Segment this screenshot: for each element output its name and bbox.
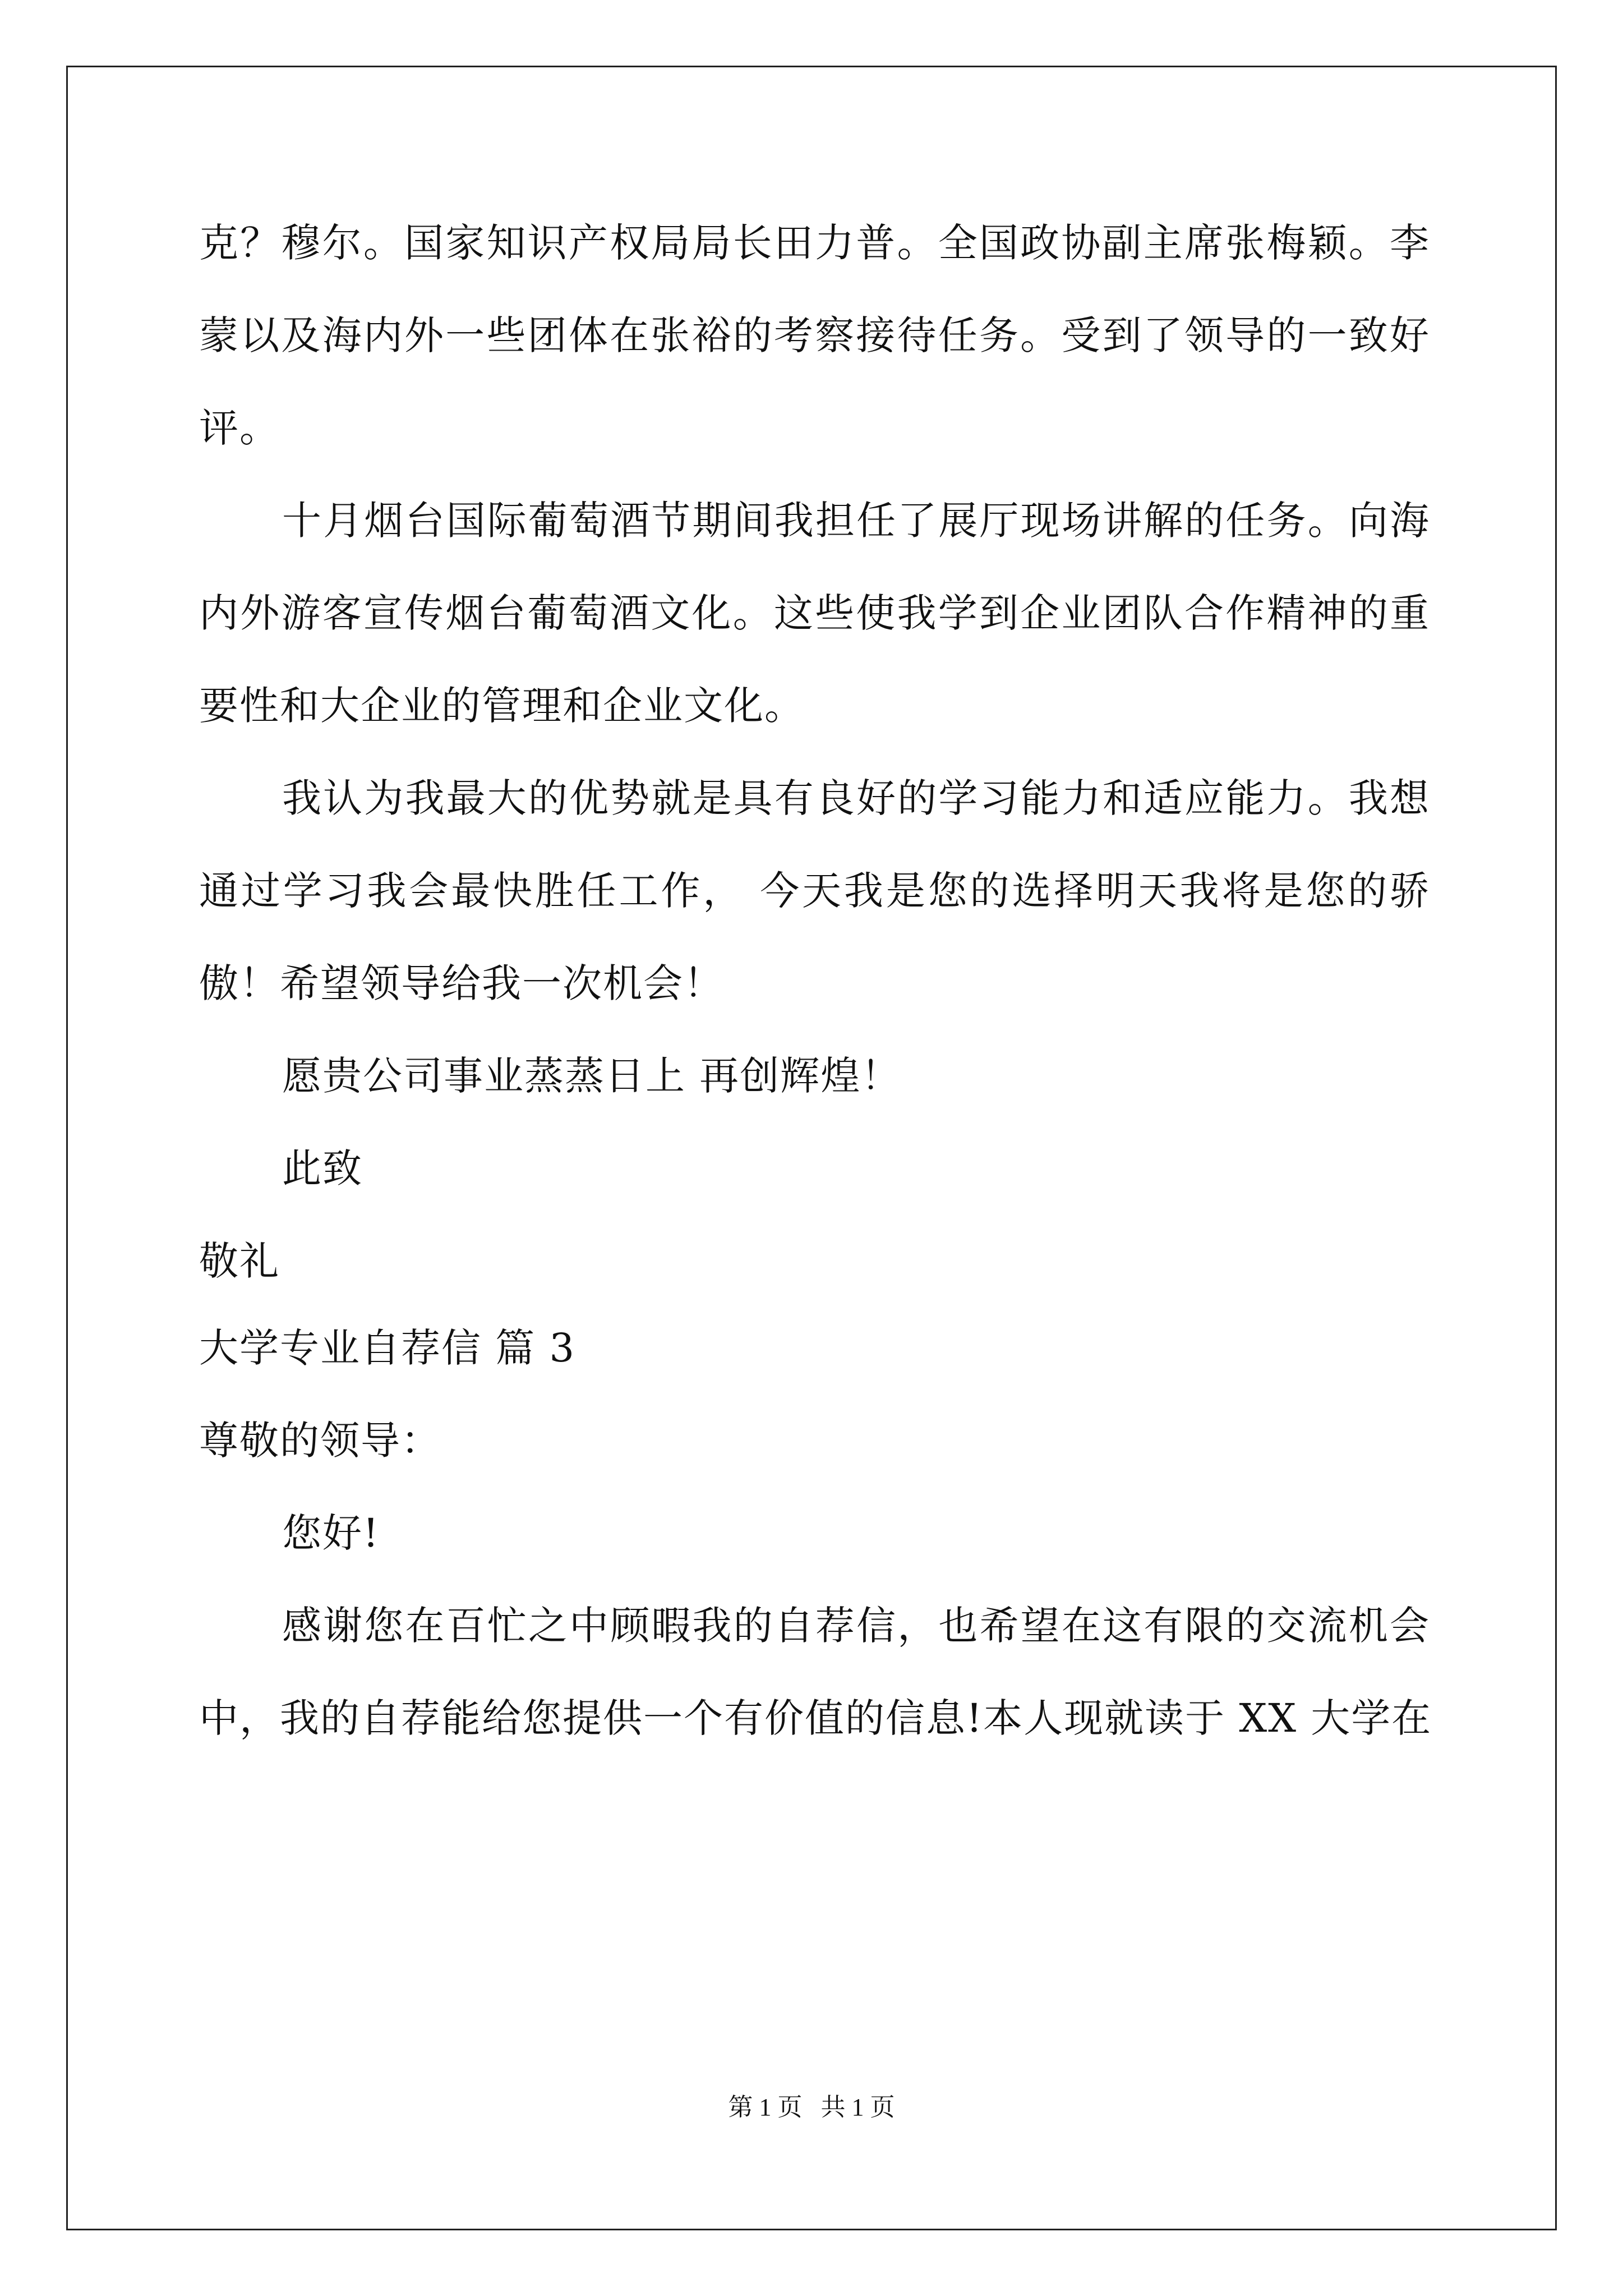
page-footer: 第 1 页 共 1 页 xyxy=(728,2093,895,2121)
paragraph-first-line: 感谢您在百忙之中顾暇我的自荐信，也希望在这有限的交流机会 xyxy=(282,1603,1430,1649)
text-line: 蒙以及海内外一些团体在张裕的考察接待任务。受到了领导的一致好 xyxy=(199,312,1430,358)
paragraph-first-line: 十月烟台国际葡萄酒节期间我担任了展厅现场讲解的任务。向海 xyxy=(282,498,1430,544)
letter-greeting: 尊敬的领导： xyxy=(199,1418,441,1464)
letter-hello: 您好! xyxy=(282,1510,380,1556)
salutation-respect: 敬礼 xyxy=(199,1238,280,1284)
closing-wish: 愿贵公司事业蒸蒸日上 再创辉煌！ xyxy=(282,1053,902,1099)
text-line: 克？穆尔。国家知识产权局局长田力普。全国政协副主席张梅颖。李 xyxy=(199,220,1430,266)
text-line: 评。 xyxy=(199,405,280,451)
text-line: 要性和大企业的管理和企业文化。 xyxy=(199,683,805,729)
section-heading: 大学专业自荐信 篇 3 xyxy=(199,1325,576,1371)
text-line: 中，我的自荐能给您提供一个有价值的信息!本人现就读于 XX 大学在 xyxy=(199,1695,1432,1741)
salutation-closing: 此致 xyxy=(282,1145,363,1191)
text-line: 通过学习我会最快胜任工作， 今天我是您的选择明天我将是您的骄 xyxy=(199,868,1430,914)
paragraph-first-line: 我认为我最大的优势就是具有良好的学习能力和适应能力。我想 xyxy=(282,775,1430,821)
text-line: 傲！希望领导给我一次机会！ xyxy=(199,960,724,1006)
text-line: 内外游客宣传烟台葡萄酒文化。这些使我学到企业团队合作精神的重 xyxy=(199,590,1430,636)
